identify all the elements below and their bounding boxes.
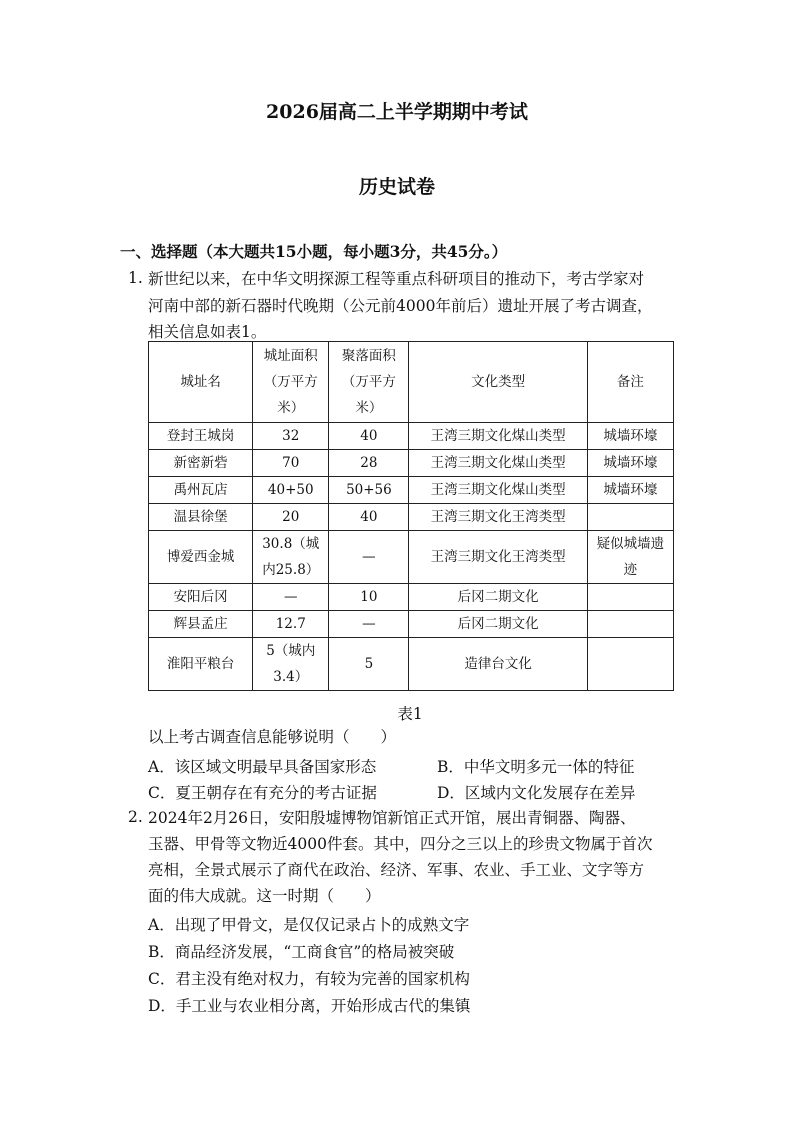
table-row <box>149 423 674 450</box>
q1-number: 1. <box>128 269 143 287</box>
table-cell: 淮阳平粮台 <box>149 638 253 691</box>
table-cell <box>587 584 673 611</box>
q2-option-b: B．商品经济发展，“工商食官”的格局被突破 <box>148 943 455 961</box>
q2-number: 2. <box>128 808 143 826</box>
table-cell: 5 <box>329 638 409 691</box>
table-cell: 40 <box>329 423 409 450</box>
table-header-cell: 聚落面积（万平方米） <box>329 342 409 423</box>
q1-option-a: A．该区域文明最早具备国家形态 <box>148 758 377 776</box>
q1-option-c: C．夏王朝存在有充分的考古证据 <box>148 784 377 802</box>
table-row <box>149 450 674 477</box>
table-header-cell: 文化类型 <box>409 342 587 423</box>
table-header-row <box>149 342 674 423</box>
table-caption: 表1 <box>397 705 423 723</box>
table-cell: 50+56 <box>329 477 409 504</box>
q1-option-b: B．中华文明多元一体的特征 <box>437 758 635 776</box>
table-cell <box>587 638 673 691</box>
table-cell: — <box>253 584 329 611</box>
table-cell: 城墙环壕 <box>587 477 673 504</box>
table-row <box>149 638 674 691</box>
table-cell: 温县徐堡 <box>149 504 253 531</box>
table-cell <box>587 611 673 638</box>
table-cell: 5（城内3.4） <box>253 638 329 691</box>
table-cell: 城墙环壕 <box>587 423 673 450</box>
table-cell: — <box>329 611 409 638</box>
table-cell: 32 <box>253 423 329 450</box>
q1-option-d: D．区域内文化发展存在差异 <box>437 784 636 802</box>
q2-stem-line-2: 玉器、甲骨等文物近4000件套。其中，四分之三以上的珍贵文物属于首次 <box>148 835 653 853</box>
table-cell: 博爱西金城 <box>149 531 253 584</box>
table-cell: 造律台文化 <box>409 638 587 691</box>
table-cell: 10 <box>329 584 409 611</box>
q2-stem-line-4: 面的伟大成就。这一时期（ ） <box>148 887 381 905</box>
table-cell: — <box>329 531 409 584</box>
section-heading: 一、选择题（本大题共15小题，每小题3分，共45分。） <box>120 242 508 261</box>
exam-subject: 历史试卷 <box>358 176 435 198</box>
table-row <box>149 477 674 504</box>
table-cell: 28 <box>329 450 409 477</box>
table-cell: 30.8（城内25.8） <box>253 531 329 584</box>
q2-option-d: D．手工业与农业相分离，开始形成古代的集镇 <box>148 997 471 1015</box>
table-cell: 后冈二期文化 <box>409 611 587 638</box>
q2-option-c: C．君主没有绝对权力，有较为完善的国家机构 <box>148 970 470 988</box>
table-row <box>149 584 674 611</box>
table-cell: 安阳后冈 <box>149 584 253 611</box>
table-row <box>149 504 674 531</box>
table-cell: 王湾三期文化煤山类型 <box>409 477 587 504</box>
table-cell: 70 <box>253 450 329 477</box>
q2-option-a: A．出现了甲骨文，是仅仅记录占卜的成熟文字 <box>148 916 470 934</box>
table-row <box>149 531 674 584</box>
table-header-cell: 城址面积（万平方米） <box>253 342 329 423</box>
table-cell: 12.7 <box>253 611 329 638</box>
table-cell: 后冈二期文化 <box>409 584 587 611</box>
table-cell: 禹州瓦店 <box>149 477 253 504</box>
table-header-cell: 城址名 <box>149 342 253 423</box>
q1-stem-line-1: 新世纪以来，在中华文明探源工程等重点科研项目的推动下，考古学家对 <box>148 270 645 288</box>
table-cell: 疑似城墙遗迹 <box>587 531 673 584</box>
table-cell: 王湾三期文化煤山类型 <box>409 450 587 477</box>
table-cell: 城墙环壕 <box>587 450 673 477</box>
table-cell: 王湾三期文化煤山类型 <box>409 423 587 450</box>
table-cell: 40 <box>329 504 409 531</box>
q1-question: 以上考古调查信息能够说明（ ） <box>148 728 397 746</box>
table-cell: 新密新砦 <box>149 450 253 477</box>
table-cell: 王湾三期文化王湾类型 <box>409 504 587 531</box>
q1-stem-line-3: 相关信息如表1。 <box>148 323 267 341</box>
q2-stem-line-3: 亮相，全景式展示了商代在政治、经济、军事、农业、手工业、文字等方 <box>148 861 645 879</box>
table-cell: 登封王城岗 <box>149 423 253 450</box>
q1-stem-line-2: 河南中部的新石器时代晚期（公元前4000年前后）遗址开展了考古调查， <box>148 297 653 315</box>
table-cell: 20 <box>253 504 329 531</box>
table-row <box>149 611 674 638</box>
q1-table <box>148 341 674 691</box>
q2-stem-line-1: 2024年2月26日，安阳殷墟博物馆新馆正式开馆，展出青铜器、陶器、 <box>148 809 636 827</box>
table-cell: 王湾三期文化王湾类型 <box>409 531 587 584</box>
exam-title: 2026届高二上半学期期中考试 <box>266 101 528 123</box>
table-header-cell: 备注 <box>587 342 673 423</box>
table-cell: 辉县孟庄 <box>149 611 253 638</box>
table-cell: 40+50 <box>253 477 329 504</box>
table-cell <box>587 504 673 531</box>
